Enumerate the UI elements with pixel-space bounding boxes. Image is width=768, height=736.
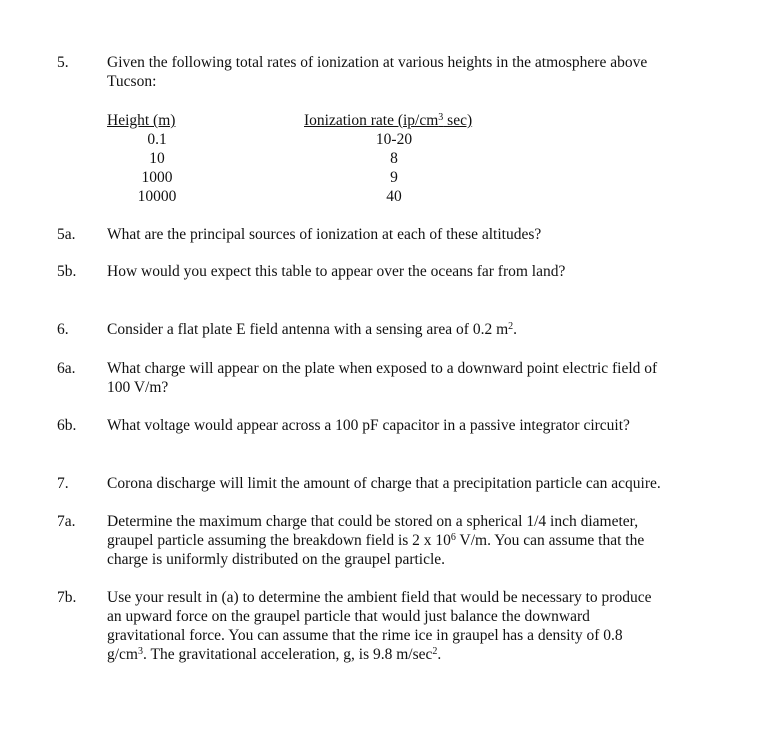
table-cell-height: 1000 [141,169,173,186]
question-text: What are the principal sources of ionization at each of these altitudes? [107,226,542,243]
question-text: Determine the maximum charge that could be stored on a spherical 1/4 inch diameter, graupel particle assuming the breakdown field is 2 x $10^6$ V/m. You can assume that the charge is uniformly distributed on the graupel particle. [107,513,645,568]
table-cell-height: 10000 [137,188,177,205]
height-column-header: Height (m) [107,112,176,129]
question-number: 6a. [57,360,76,377]
question-text: Use your result in (a) to determine the ambient field that would be necessary to produce an upward force on the graupel particle that would just balance the downward gravitational force. You can assume that the rime ice in graupel has a density of 0.8 $g/cm^3$. The gravitational acceleration, g, is 9.8 $m/\sec^2$. [107,589,652,663]
rate-column-header: Ionization rate ($ip/cm^3$ sec) [304,112,473,129]
question-number: 7b. [57,589,77,606]
question-number: 5a. [57,226,76,243]
question-number: 5b. [57,263,77,280]
table-cell-rate: 9 [390,169,398,186]
question-text: Corona discharge will limit the amount of charge that a precipitation particle can acquire. [107,475,661,492]
table-cell-rate: 10-20 [375,131,413,148]
table-cell-rate: 40 [386,188,402,205]
question-number: 5. [57,54,69,71]
question-number: 6. [57,321,69,338]
question-text: How would you expect this table to appear over the oceans far from land? [107,263,566,280]
question-text: What charge will appear on the plate when exposed to a downward point electric field of 100 V/m? [107,360,658,396]
table-cell-rate: 8 [390,150,398,167]
question-number: 6b. [57,417,77,434]
question-number: 7a. [57,513,76,530]
question-number: 7. [57,475,69,492]
table-cell-height: 10 [149,150,165,167]
question-text: Consider a flat plate E field antenna with a sensing area of 0.2 $m^2$. [107,321,518,338]
table-cell-height: 0.1 [147,131,167,148]
question-text: What voltage would appear across a 100 pF capacitor in a passive integrator circuit? [107,417,630,434]
question-text: Given the following total rates of ionization at various heights in the atmosphere above Tucson: [107,54,648,90]
